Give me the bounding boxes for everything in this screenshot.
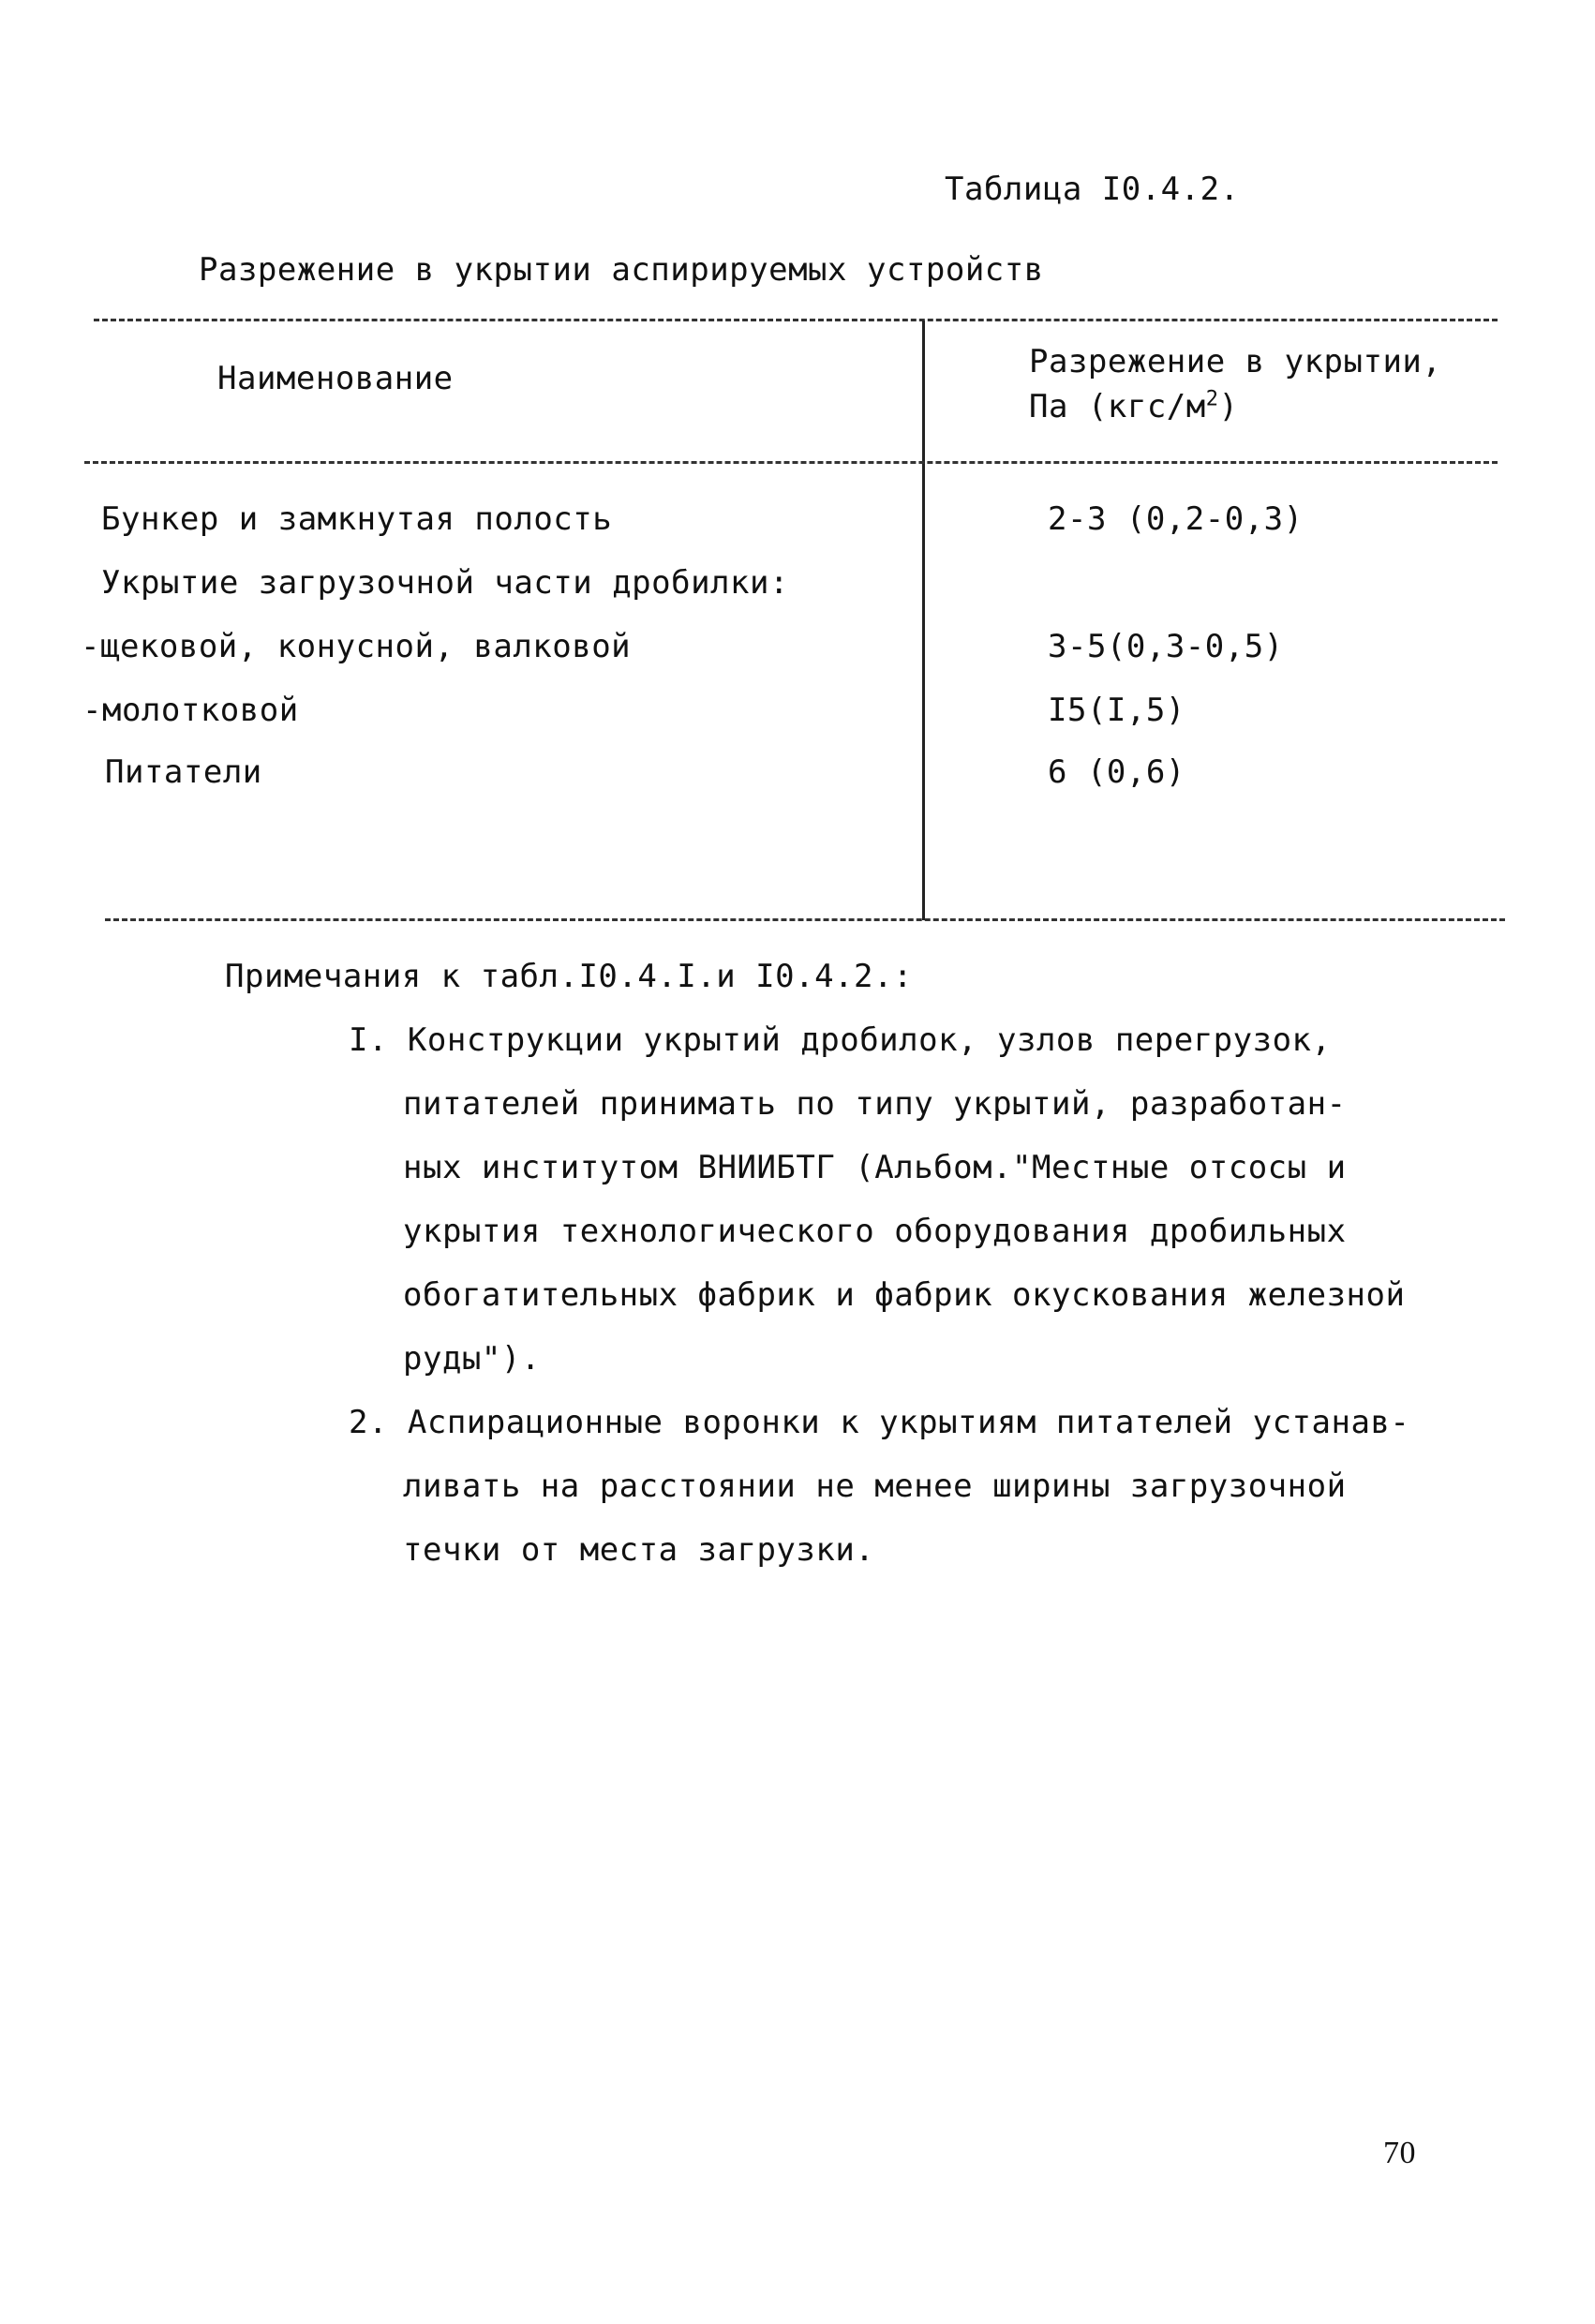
table-label: Таблица I0.4.2. — [945, 171, 1240, 208]
table-top-rule — [94, 319, 1498, 321]
header-value-line2 — [1029, 388, 1238, 425]
table-row-name: -молотковой — [82, 692, 299, 729]
table-row-value: 2-3 (0,2-0,3) — [1048, 500, 1304, 538]
header-value-line1: Разрежение в укрытии, — [1029, 343, 1442, 380]
table-row-name: -щековой, конусной, валковой — [81, 628, 632, 665]
table-title: Разрежение в укрытии аспирируемых устройств — [199, 251, 1044, 289]
table-row-value: 3-5(0,3-0,5) — [1048, 628, 1284, 665]
note-line: укрытия технологического оборудования дробильных — [403, 1213, 1347, 1250]
table-header-rule — [84, 461, 1498, 464]
note-line: ливать на расстоянии не менее ширины загрузочной — [403, 1467, 1347, 1505]
table-row-value: I5(I,5) — [1048, 692, 1185, 729]
note-line: I. Конструкции укрытий дробилок, узлов перегрузок, — [349, 1021, 1332, 1059]
table-row-name: Бункер и замкнутая полость — [101, 500, 613, 538]
header-value-prefix: Па (кгс/м — [1029, 388, 1206, 425]
note-line: руды"). — [403, 1340, 541, 1378]
note-line: питателей принимать по типу укрытий, разработан- — [403, 1085, 1347, 1123]
table-row-name: Питатели — [105, 753, 262, 791]
note-line: обогатительных фабрик и фабрик окускования железной — [403, 1276, 1406, 1314]
table-column-divider — [922, 320, 925, 920]
note-line: течки от места загрузки. — [403, 1531, 875, 1569]
table-row-name: Укрытие загрузочной части дробилки: — [101, 564, 789, 602]
notes-heading: Примечания к табл.I0.4.I.и I0.4.2.: — [225, 958, 913, 995]
table-row-value: 6 (0,6) — [1048, 753, 1185, 791]
note-line: 2. Аспирационные воронки к укрытиям питателей устанав- — [349, 1404, 1410, 1441]
header-name: Наименование — [217, 360, 454, 397]
header-value-suffix: ) — [1218, 388, 1239, 425]
page-number: 70 — [1383, 2136, 1416, 2170]
table-bottom-rule — [105, 918, 1505, 921]
note-line: ных институтом ВНИИБТГ (Альбом."Местные отсосы и — [403, 1149, 1347, 1186]
header-value-sup: 2 — [1205, 387, 1219, 411]
